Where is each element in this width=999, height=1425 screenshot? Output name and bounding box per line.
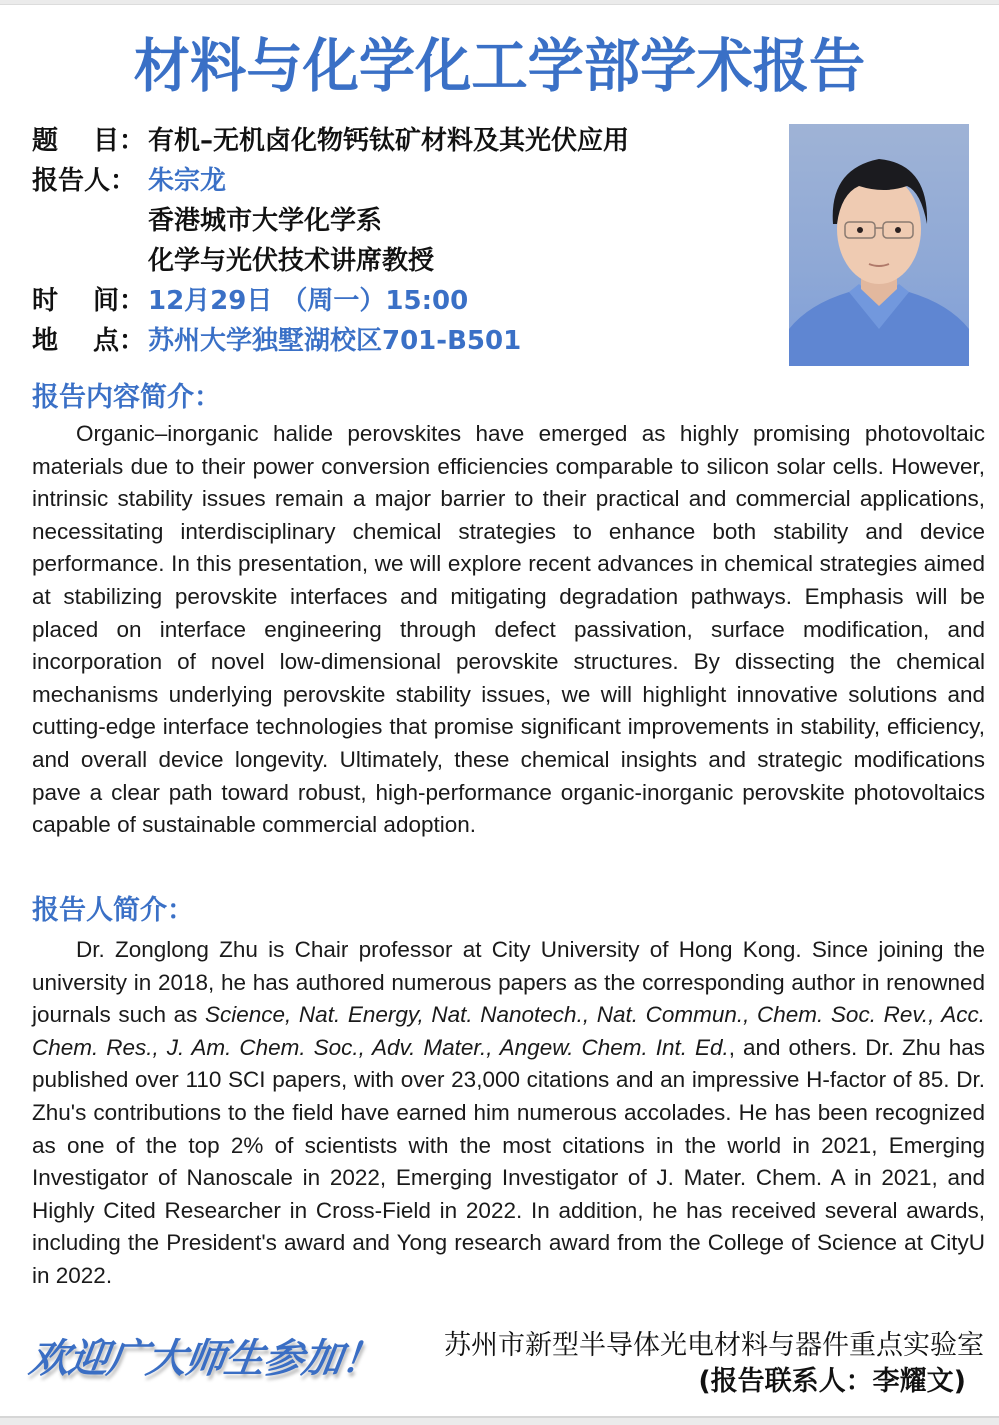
organizer-lab: 苏州市新型半导体光电材料与器件重点实验室 — [444, 1330, 984, 1361]
bio-text — [32, 934, 985, 1293]
contact-person: (报告联系人：李耀文) — [698, 1366, 966, 1397]
speaker-name: 朱宗龙 — [148, 166, 227, 196]
bio-text-rest: , and others. Dr. Zhu has published over 110 SCI papers, with over 23,000 citations and an impressive H-factor of 85. Dr. Zhu's contributions to the field have earned him numerous accolades. He has been recognized as one of the top 2% of scientists with the most citations in the world in 2021, Emerging Investigator of Nanoscale in 2022, Emerging Investigator of J. Mater. Chem. A in 2021, and Highly Cited Researcher in Cross-Field in 2022. In addition, he has received several awards, including the President's award and Yong research award from the College of Science at CityU in 2022. — [32, 1034, 985, 1288]
time-value: 12月29日 （周一）15:00 — [148, 286, 469, 316]
bio-text-intro: Dr. Zonglong Zhu is Chair professor at City University of Hong Kong. Since joining the university in 2018, he has authored numerous papers as the corresponding author in renowned journals such as — [32, 937, 985, 1028]
poster-page — [0, 4, 999, 1418]
portrait-illustration — [789, 124, 969, 366]
topic-row — [32, 121, 772, 161]
topic-label: 题 目： — [32, 126, 146, 156]
speaker-position: 化学与光伏技术讲席教授 — [148, 246, 435, 276]
time-row — [32, 281, 772, 321]
venue-row — [32, 321, 772, 361]
speaker-row — [32, 161, 772, 201]
speaker-label: 报告人： — [32, 166, 137, 196]
speaker-affiliation: 香港城市大学化学系 — [148, 206, 383, 236]
venue-value: 苏州大学独墅湖校区701-B501 — [148, 326, 522, 356]
venue-label: 地 点： — [32, 326, 146, 356]
welcome-banner: 欢迎广大师生参加！ — [26, 1336, 384, 1382]
event-info — [32, 121, 772, 361]
left-eye — [857, 227, 863, 233]
topic-value: 有机–无机卤化物钙钛矿材料及其光伏应用 — [148, 126, 630, 156]
position-row — [32, 241, 772, 281]
right-eye — [895, 227, 901, 233]
bio-heading: 报告人简介： — [32, 895, 194, 926]
time-label: 时 间： — [32, 286, 146, 316]
affiliation-row — [32, 201, 772, 241]
bio-journals: Science, Nat. Energy, Nat. Nanotech., Nat. Commun., Chem. Soc. Rev., Acc. Chem. Res., J. Am. Chem. Soc., Adv. Mater., Angew. Chem. Int. Ed. — [32, 1002, 985, 1060]
abstract-text: Organic–inorganic halide perovskites have emerged as highly promising photovoltaic materials due to their power conversion efficiencies comparable to silicon solar cells. However, intrinsic stability issues remain a major barrier to their practical and commercial applications, necessitating interdisciplinary chemical strategies to enhance both stability and device performance. In this presentation, we will explore recent advances in chemical strategies aimed at stabilizing perovskite interfaces and mitigating degradation pathways. Emphasis will be placed on interface engineering through defect passivation, surface modification, and incorporation of novel low-dimensional perovskite structures. By dissecting the chemical mechanisms underlying perovskite stability issues, we will highlight innovative solutions and cutting-edge interface technologies that promise significant improvements in stability, efficiency, and overall device longevity. Ultimately, these chemical insights and strategic modifications pave a clear path toward robust, high-performance organic-inorganic perovskite photovoltaics capable of sustainable commercial adoption. — [32, 421, 985, 838]
poster-title: 材料与化学化工学部学术报告 — [133, 32, 866, 100]
abstract-heading: 报告内容简介： — [32, 382, 221, 413]
speaker-photo — [789, 124, 969, 366]
